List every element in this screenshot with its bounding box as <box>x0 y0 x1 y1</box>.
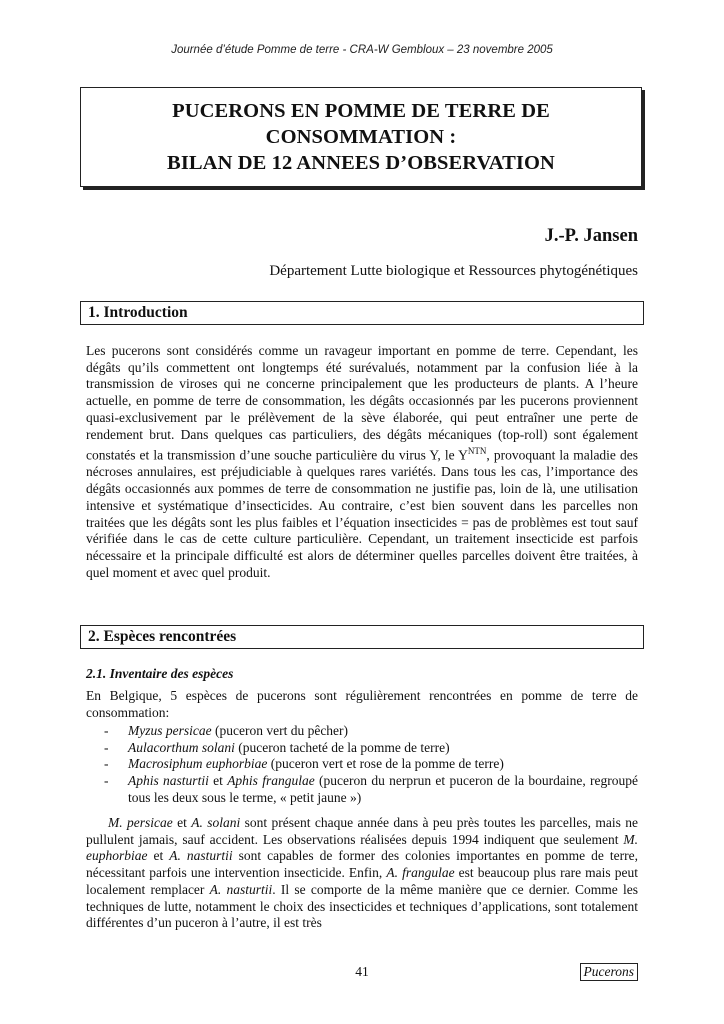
paragraph-text-segment: sont capables de former des colonies importantes en pomme de terre, nécessitant parfois une intervention insecticide. Enfin, <box>86 848 638 881</box>
intro-text-b: , provoquant la maladie des nécroses annulaires, est préjudiciable à quelques rares variétés. Dans tous les cas, l’importance des dégâts occasionnés aux pommes de terre de consommation ne justifie pas, loin de là, une utilisation intensive et systématique d’insecticides. Au contraire, c’est bien souvent dans les parcelles non traitées que les dégâts sont les plus faibles et l’équation insecticides = pas de problèmes est tout sauf vérifiée dans le cas de cette culture particulière. Cependant, un traitement insecticide est parfois nécessaire et la principale difficulté est alors de déterminer quelles parcelles doivent être traitées, à quel moment et avec quel produit. <box>86 447 638 580</box>
list-item <box>104 773 638 806</box>
species-common-name: (puceron vert et rose de la pomme de terre) <box>267 756 504 772</box>
title-line-3: BILAN DE 12 ANNEES D’OBSERVATION <box>167 152 555 174</box>
species-observation-paragraph <box>86 815 638 932</box>
intro-text-a: Les pucerons sont considérés comme un ravageur important en pomme de terre. Cependant, les dégâts qu’ils commettent ont longtemps été surévalués, notamment par la confusion liée à la transmission de viroses qui ne concerne principalement que les producteurs de plants. A l’heure actuelle, en pomme de terre de consommation, les dégâts occasionnés par les pucerons proviennent quasi-exclusivement par le prélèvement de la sève élaborée, qui peut entraîner une perte de rendement brut. Dans quelques cas particuliers, des dégâts mécaniques (top-roll) sont également constatés et la transmission d’une souche particulière du virus Y, le Y <box>86 343 638 463</box>
title-line-2: CONSOMMATION : <box>265 126 457 148</box>
species-common-name: (puceron vert du pêcher) <box>211 723 349 738</box>
author-affiliation: Département Lutte biologique et Ressources phytogénétiques <box>269 263 638 279</box>
species-name-inline: A. solani <box>191 815 241 830</box>
species-name-inline: M. persicae <box>108 815 173 830</box>
section-heading-especes: 2. Espèces rencontrées <box>80 625 644 649</box>
paragraph-text-segment: est beaucoup plus rare mais peut localement remplacer <box>86 865 638 897</box>
list-item <box>104 723 638 740</box>
species-common-name: (puceron tacheté de la pomme de terre) <box>234 739 450 755</box>
paragraph-text-segment: et <box>147 848 170 864</box>
species-scientific-name: Myzus persicae <box>128 723 212 738</box>
list-item <box>104 740 638 757</box>
title-line-1: PUCERONS EN POMME DE TERRE DE <box>172 100 550 122</box>
running-header: Journée d’étude Pomme de terre - CRA-W Gembloux – 23 novembre 2005 <box>171 44 553 56</box>
species-scientific-name-2: Aphis frangulae <box>227 773 315 789</box>
list-dash: - <box>104 773 109 789</box>
species-scientific-name: Aulacorthum solani <box>128 739 235 755</box>
footer-chapter-tag: Pucerons <box>580 963 639 981</box>
virus-strain-superscript: NTN <box>467 446 487 457</box>
section-heading-introduction: 1. Introduction <box>80 301 644 325</box>
paragraph-text-segment: . Il se comporte de la même manière que ce dernier. Comme les techniques de lutte, notamment le choix des insecticides et techniques d’applications, sont totalement différentes d’un puceron à l’autre, il est très <box>86 881 638 931</box>
introduction-paragraph <box>86 343 638 581</box>
species-common-name: (puceron du nerprun et puceron de la bourdaine, regroupé tous les deux sous le terme, « petit jaune ») <box>128 773 639 805</box>
page-number: 41 <box>355 964 369 979</box>
species-scientific-name: Macrosiphum euphorbiae <box>128 756 268 772</box>
list-dash: - <box>104 723 109 738</box>
list-item <box>104 756 638 773</box>
subsection-heading-inventaire: 2.1. Inventaire des espèces <box>86 666 234 681</box>
title-box <box>80 87 642 187</box>
list-dash: - <box>104 739 109 755</box>
inventory-intro-paragraph: En Belgique, 5 espèces de pucerons sont régulièrement rencontrées en pomme de terre de consommation: <box>86 688 638 720</box>
author-name: J.-P. Jansen <box>544 226 638 246</box>
paragraph-text-segment: et <box>172 815 192 830</box>
species-connector: et <box>208 773 228 789</box>
species-name-inline: A. nasturtii <box>169 848 233 864</box>
species-name-inline: A. nasturtii <box>209 881 273 897</box>
list-dash: - <box>104 756 109 772</box>
species-scientific-name: Aphis nasturtii <box>128 773 209 789</box>
species-name-inline: A. frangulae <box>386 865 455 881</box>
species-list <box>104 723 638 807</box>
paragraph-text-segment: sont présent chaque année dans à peu près toutes les parcelles, mais ne pullulent jamais, sauf accident. Les observations réalisées depuis 1994 indiquent que seulement <box>86 815 638 847</box>
species-name-inline: M. euphorbiae <box>86 831 638 864</box>
